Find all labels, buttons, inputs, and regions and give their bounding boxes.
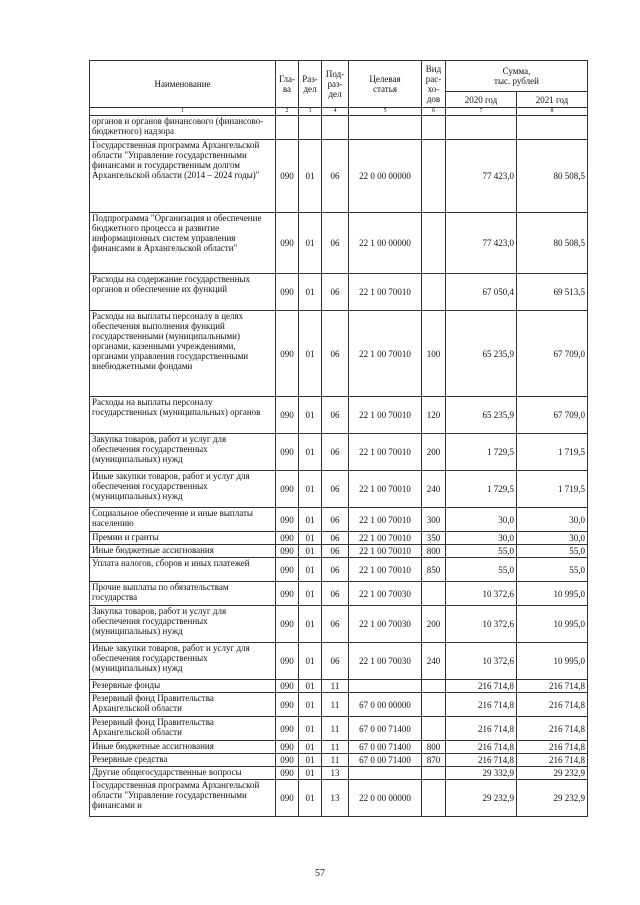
cell-target: 22 1 00 70010 — [349, 434, 422, 471]
header-podrazdel: Под- раз- дел — [322, 61, 349, 108]
table-row — [90, 680, 588, 693]
cell-glava: 090 — [276, 780, 299, 817]
cell-razdel: 01 — [299, 274, 322, 311]
cell-name: Прочие выплаты по обязательствам государства — [90, 582, 276, 606]
cell-2020: 216 714,8 — [446, 693, 517, 717]
cell-vid — [422, 116, 446, 140]
cell-razdel: 01 — [299, 606, 322, 643]
table-header — [90, 61, 588, 116]
cell-target: 22 1 00 70010 — [349, 311, 422, 397]
header-2020: 2020 год — [446, 92, 517, 108]
table-row — [90, 582, 588, 606]
column-numbers-row — [90, 108, 588, 116]
cell-2021: 1 719,5 — [517, 434, 588, 471]
cell-podrazdel: 06 — [322, 532, 349, 545]
cell-name: Резервный фонд Правительства Архангельской области — [90, 693, 276, 717]
cell-glava: 090 — [276, 606, 299, 643]
cell-podrazdel: 11 — [322, 693, 349, 717]
cell-name: Государственная программа Архангельской области "Управление государственными финансами и государственным долгом Архангельской области (2014 – 2024 годы)" — [90, 140, 276, 213]
cell-2020: 65 235,9 — [446, 311, 517, 397]
cell-vid: 240 — [422, 471, 446, 508]
cell-vid — [422, 780, 446, 817]
cell-razdel: 01 — [299, 693, 322, 717]
cell-podrazdel: 11 — [322, 741, 349, 754]
cell-2020: 1 729,5 — [446, 471, 517, 508]
cell-vid: 200 — [422, 606, 446, 643]
cell-2020: 65 235,9 — [446, 397, 517, 434]
table-row — [90, 397, 588, 434]
budget-table — [89, 60, 588, 817]
cell-name: Резервный фонд Правительства Архангельской области — [90, 717, 276, 741]
table-row — [90, 116, 588, 140]
cell-podrazdel: 06 — [322, 643, 349, 680]
cell-2020: 55,0 — [446, 558, 517, 582]
cell-name: Государственная программа Архангельской области "Управление государственными финансами и — [90, 780, 276, 817]
cell-razdel: 01 — [299, 643, 322, 680]
cell-target: 22 1 00 70010 — [349, 558, 422, 582]
table-row — [90, 545, 588, 558]
cell-glava: 090 — [276, 582, 299, 606]
cell-vid: 300 — [422, 508, 446, 532]
cell-vid — [422, 717, 446, 741]
header-vid: Вид рас- хо- дов — [422, 61, 446, 108]
cell-vid: 800 — [422, 545, 446, 558]
cell-name: Резервные фонды — [90, 680, 276, 693]
header-glava: Гла- ва — [276, 61, 299, 108]
cell-podrazdel: 06 — [322, 508, 349, 532]
cell-2020: 216 714,8 — [446, 680, 517, 693]
cell-vid: 240 — [422, 643, 446, 680]
cell-podrazdel: 06 — [322, 558, 349, 582]
cell-target: 22 1 00 70030 — [349, 582, 422, 606]
cell-razdel: 01 — [299, 754, 322, 767]
cell-podrazdel — [322, 116, 349, 140]
cell-vid: 870 — [422, 754, 446, 767]
cell-razdel: 01 — [299, 767, 322, 780]
cell-2020: 1 729,5 — [446, 434, 517, 471]
cell-2021: 80 508,5 — [517, 213, 588, 274]
cell-2021: 10 995,0 — [517, 606, 588, 643]
cell-vid: 800 — [422, 741, 446, 754]
cell-target: 22 1 00 70010 — [349, 274, 422, 311]
table-row — [90, 274, 588, 311]
page-number: 57 — [315, 868, 325, 879]
cell-glava: 090 — [276, 558, 299, 582]
cell-2020: 216 714,8 — [446, 717, 517, 741]
cell-2021: 216 714,8 — [517, 693, 588, 717]
cell-razdel: 01 — [299, 780, 322, 817]
header-razdel: Раз- дел — [299, 61, 322, 108]
cell-podrazdel: 06 — [322, 140, 349, 213]
cell-podrazdel: 06 — [322, 311, 349, 397]
cell-name: Уплата налогов, сборов и иных платежей — [90, 558, 276, 582]
cell-2021: 29 232,9 — [517, 767, 588, 780]
cell-glava: 090 — [276, 693, 299, 717]
cell-2021: 29 232,9 — [517, 780, 588, 817]
table-row — [90, 311, 588, 397]
cell-name: Расходы на выплаты персоналу государственных (муниципальных) органов — [90, 397, 276, 434]
cell-razdel: 01 — [299, 532, 322, 545]
cell-2021: 80 508,5 — [517, 140, 588, 213]
cell-target — [349, 767, 422, 780]
cell-2020: 67 050,4 — [446, 274, 517, 311]
cell-name: Закупка товаров, работ и услуг для обеспечения государственных (муниципальных) нужд — [90, 434, 276, 471]
cell-target: 22 1 00 70030 — [349, 606, 422, 643]
cell-podrazdel: 06 — [322, 434, 349, 471]
cell-vid — [422, 767, 446, 780]
cell-podrazdel: 11 — [322, 754, 349, 767]
cell-glava: 090 — [276, 680, 299, 693]
table-row — [90, 767, 588, 780]
cell-razdel: 01 — [299, 582, 322, 606]
cell-2021: 216 714,8 — [517, 754, 588, 767]
cell-2020: 216 714,8 — [446, 754, 517, 767]
col-number: 8 — [517, 108, 588, 116]
header-2021: 2021 год — [517, 92, 588, 108]
col-number: 4 — [322, 108, 349, 116]
cell-2021: 216 714,8 — [517, 680, 588, 693]
cell-glava: 090 — [276, 434, 299, 471]
cell-glava: 090 — [276, 311, 299, 397]
cell-target: 22 1 00 70010 — [349, 545, 422, 558]
cell-2021: 30,0 — [517, 532, 588, 545]
cell-name: Другие общегосударственные вопросы — [90, 767, 276, 780]
cell-glava: 090 — [276, 397, 299, 434]
cell-name: Премии и гранты — [90, 532, 276, 545]
cell-podrazdel: 13 — [322, 767, 349, 780]
cell-name: Иные закупки товаров, работ и услуг для обеспечения государственных (муниципальных) нужд — [90, 643, 276, 680]
cell-2020: 29 232,9 — [446, 780, 517, 817]
table-row — [90, 606, 588, 643]
cell-2021: 55,0 — [517, 558, 588, 582]
col-number: 2 — [276, 108, 299, 116]
cell-2021: 216 714,8 — [517, 741, 588, 754]
cell-target: 22 1 00 70010 — [349, 508, 422, 532]
cell-glava: 090 — [276, 717, 299, 741]
cell-2021: 1 719,5 — [517, 471, 588, 508]
table-body — [90, 116, 588, 817]
cell-target: 22 0 00 00000 — [349, 780, 422, 817]
cell-razdel: 01 — [299, 680, 322, 693]
cell-razdel: 01 — [299, 397, 322, 434]
cell-razdel: 01 — [299, 741, 322, 754]
cell-2020: 216 714,8 — [446, 741, 517, 754]
cell-vid: 850 — [422, 558, 446, 582]
cell-podrazdel: 06 — [322, 274, 349, 311]
cell-2020: 10 372,6 — [446, 606, 517, 643]
cell-2020 — [446, 116, 517, 140]
cell-vid: 100 — [422, 311, 446, 397]
cell-razdel: 01 — [299, 140, 322, 213]
cell-vid — [422, 274, 446, 311]
cell-2021: 55,0 — [517, 545, 588, 558]
table-row — [90, 780, 588, 817]
cell-podrazdel: 11 — [322, 680, 349, 693]
cell-name: Социальное обеспечение и иные выплаты населению — [90, 508, 276, 532]
cell-name: Закупка товаров, работ и услуг для обеспечения государственных (муниципальных) нужд — [90, 606, 276, 643]
cell-razdel: 01 — [299, 471, 322, 508]
header-sum: Сумма, тыс. рублей — [446, 61, 588, 92]
table-row — [90, 532, 588, 545]
table-row — [90, 471, 588, 508]
cell-vid — [422, 680, 446, 693]
cell-podrazdel: 06 — [322, 397, 349, 434]
cell-target: 22 1 00 70010 — [349, 532, 422, 545]
table-row — [90, 213, 588, 274]
cell-glava: 090 — [276, 274, 299, 311]
cell-target: 22 0 00 00000 — [349, 140, 422, 213]
table-row — [90, 558, 588, 582]
cell-2020: 29 332,9 — [446, 767, 517, 780]
cell-podrazdel: 11 — [322, 717, 349, 741]
cell-vid — [422, 213, 446, 274]
cell-glava: 090 — [276, 508, 299, 532]
cell-vid — [422, 140, 446, 213]
cell-target: 22 1 00 00000 — [349, 213, 422, 274]
cell-podrazdel: 06 — [322, 213, 349, 274]
cell-glava: 090 — [276, 140, 299, 213]
table-row — [90, 140, 588, 213]
table-row — [90, 741, 588, 754]
cell-2021: 67 709,0 — [517, 397, 588, 434]
table-row — [90, 643, 588, 680]
cell-2021: 10 995,0 — [517, 643, 588, 680]
cell-razdel: 01 — [299, 434, 322, 471]
cell-name: Иные бюджетные ассигнования — [90, 741, 276, 754]
header-target: Целевая статья — [349, 61, 422, 108]
table-row — [90, 717, 588, 741]
table-row — [90, 434, 588, 471]
cell-vid: 350 — [422, 532, 446, 545]
cell-glava: 090 — [276, 754, 299, 767]
cell-vid: 120 — [422, 397, 446, 434]
col-number: 7 — [446, 108, 517, 116]
table-row — [90, 508, 588, 532]
cell-glava: 090 — [276, 213, 299, 274]
cell-podrazdel: 06 — [322, 582, 349, 606]
cell-glava: 090 — [276, 767, 299, 780]
cell-name: Подпрограмма "Организация и обеспечение бюджетного процесса и развитие информационных систем управления финансами в Архангельской области" — [90, 213, 276, 274]
cell-2021: 216 714,8 — [517, 717, 588, 741]
cell-glava: 090 — [276, 532, 299, 545]
cell-glava: 090 — [276, 741, 299, 754]
cell-vid: 200 — [422, 434, 446, 471]
cell-glava — [276, 116, 299, 140]
cell-target: 22 1 00 70010 — [349, 471, 422, 508]
cell-2020: 10 372,6 — [446, 582, 517, 606]
cell-target: 67 0 00 71400 — [349, 754, 422, 767]
cell-podrazdel: 06 — [322, 471, 349, 508]
cell-razdel — [299, 116, 322, 140]
cell-name: Резервные средства — [90, 754, 276, 767]
table-row — [90, 754, 588, 767]
cell-razdel: 01 — [299, 508, 322, 532]
cell-2021: 10 995,0 — [517, 582, 588, 606]
table-row — [90, 693, 588, 717]
cell-2020: 30,0 — [446, 532, 517, 545]
cell-razdel: 01 — [299, 311, 322, 397]
cell-target: 22 1 00 70030 — [349, 643, 422, 680]
cell-name: Иные бюджетные ассигнования — [90, 545, 276, 558]
cell-glava: 090 — [276, 471, 299, 508]
cell-2021: 67 709,0 — [517, 311, 588, 397]
cell-podrazdel: 13 — [322, 780, 349, 817]
cell-vid — [422, 582, 446, 606]
cell-2021: 69 513,5 — [517, 274, 588, 311]
cell-name: Расходы на выплаты персоналу в целях обеспечения выполнения функций государственными (муниципальными) органами, казенными учреждениями, органами управления государственными внебюджетными фондами — [90, 311, 276, 397]
cell-razdel: 01 — [299, 213, 322, 274]
cell-name: органов и органов финансового (финансово-бюджетного) надзора — [90, 116, 276, 140]
cell-name: Расходы на содержание государственных органов и обеспечение их функций — [90, 274, 276, 311]
cell-2020: 77 423,0 — [446, 140, 517, 213]
cell-target: 67 0 00 71400 — [349, 717, 422, 741]
cell-2020: 30,0 — [446, 508, 517, 532]
cell-podrazdel: 06 — [322, 545, 349, 558]
cell-2020: 10 372,6 — [446, 643, 517, 680]
cell-glava: 090 — [276, 545, 299, 558]
cell-razdel: 01 — [299, 717, 322, 741]
cell-razdel: 01 — [299, 545, 322, 558]
cell-glava: 090 — [276, 643, 299, 680]
cell-target — [349, 116, 422, 140]
col-number: 5 — [349, 108, 422, 116]
cell-target: 22 1 00 70010 — [349, 397, 422, 434]
col-number: 1 — [90, 108, 276, 116]
cell-2020: 77 423,0 — [446, 213, 517, 274]
cell-2021 — [517, 116, 588, 140]
cell-vid — [422, 693, 446, 717]
cell-name: Иные закупки товаров, работ и услуг для обеспечения государственных (муниципальных) нужд — [90, 471, 276, 508]
cell-2020: 55,0 — [446, 545, 517, 558]
cell-target: 67 0 00 71400 — [349, 741, 422, 754]
cell-target — [349, 680, 422, 693]
col-number: 6 — [422, 108, 446, 116]
col-number: 3 — [299, 108, 322, 116]
cell-2021: 30,0 — [517, 508, 588, 532]
cell-target: 67 0 00 00000 — [349, 693, 422, 717]
header-name: Наименование — [90, 61, 276, 108]
cell-podrazdel: 06 — [322, 606, 349, 643]
cell-razdel: 01 — [299, 558, 322, 582]
